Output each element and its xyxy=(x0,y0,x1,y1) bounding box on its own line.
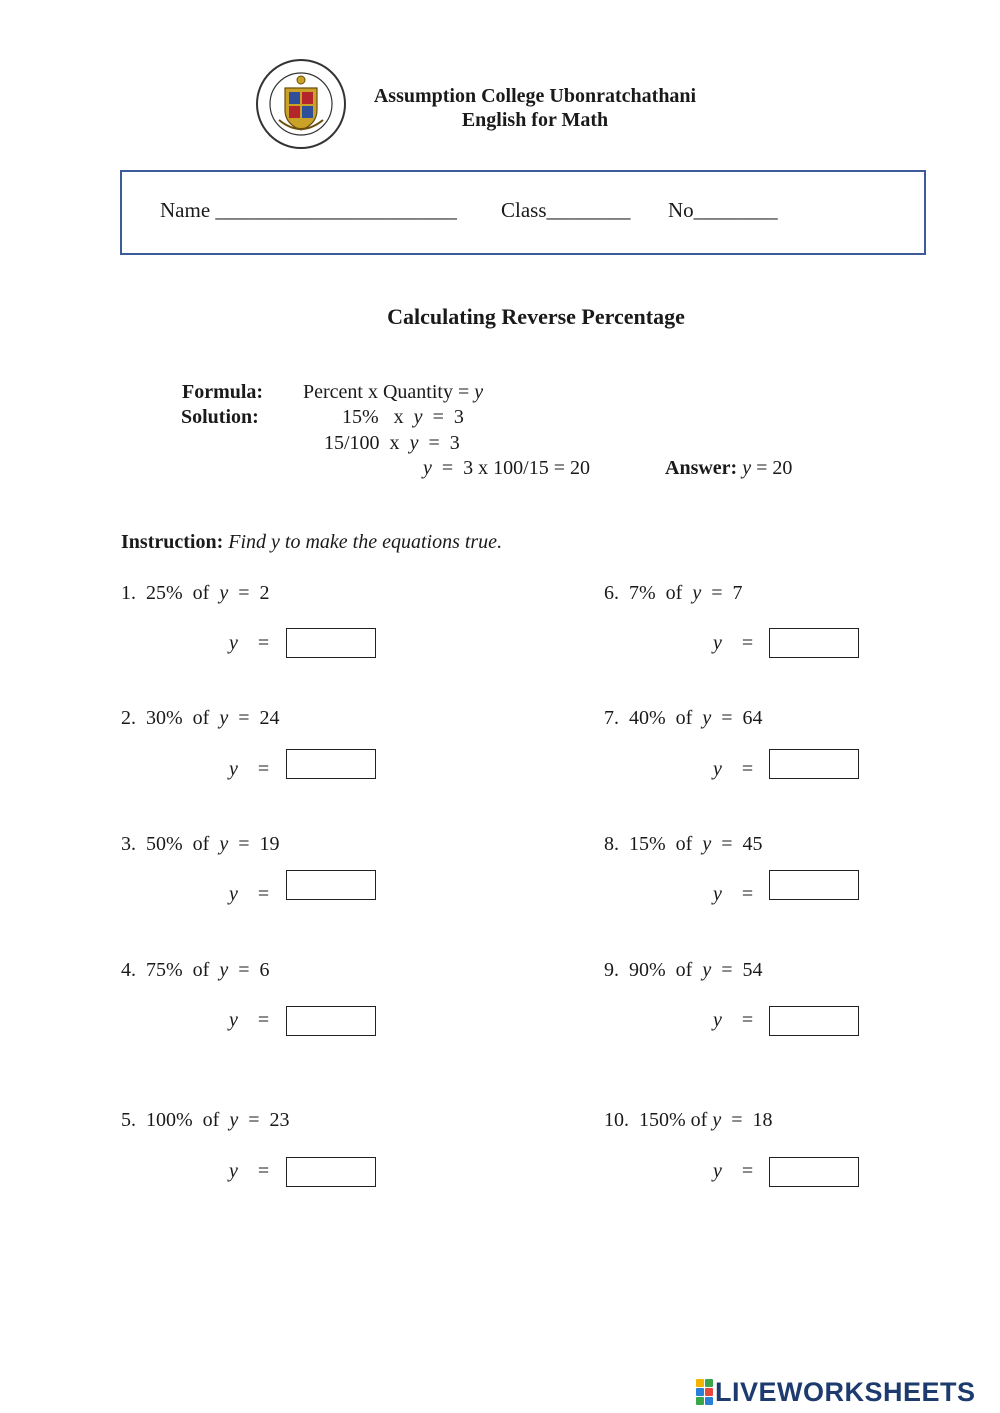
solution-label: Solution: xyxy=(181,406,259,428)
answer-input-3[interactable] xyxy=(286,870,376,900)
answer-label-10: y = xyxy=(713,1160,754,1182)
answer-input-2[interactable] xyxy=(286,749,376,779)
liveworksheets-watermark xyxy=(696,1374,976,1410)
question-2: 2. 30% of y = 24 xyxy=(121,707,280,729)
number-field[interactable]: No________ xyxy=(668,198,778,222)
answer-label-8: y = xyxy=(713,883,754,905)
example-answer: Answer: y = 20 xyxy=(665,457,793,479)
question-7: 7. 40% of y = 64 xyxy=(604,707,763,729)
answer-label-2: y = xyxy=(229,758,270,780)
question-3: 3. 50% of y = 19 xyxy=(121,833,280,855)
worksheet-title: Calculating Reverse Percentage xyxy=(387,304,685,329)
answer-label-7: y = xyxy=(713,758,754,780)
answer-input-7[interactable] xyxy=(769,749,859,779)
answer-label-3: y = xyxy=(229,883,270,905)
solution-step-3: y = 3 x 100/15 = 20 xyxy=(423,457,591,479)
question-10: 10. 150% of y = 18 xyxy=(604,1109,773,1131)
question-6: 6. 7% of y = 7 xyxy=(604,582,743,604)
liveworksheets-text: LIVEWORKSHEETS xyxy=(715,1376,976,1407)
answer-input-9[interactable] xyxy=(769,1006,859,1036)
solution-step-1: 15% x y = 3 xyxy=(342,406,464,428)
question-9: 9. 90% of y = 54 xyxy=(604,959,763,981)
answer-label-4: y = xyxy=(229,1009,270,1031)
answer-input-1[interactable] xyxy=(286,628,376,658)
class-field[interactable]: Class________ xyxy=(501,198,631,222)
answer-input-8[interactable] xyxy=(769,870,859,900)
question-8: 8. 15% of y = 45 xyxy=(604,833,763,855)
question-4: 4. 75% of y = 6 xyxy=(121,959,270,981)
question-5: 5. 100% of y = 23 xyxy=(121,1109,290,1131)
school-name: Assumption College Ubonratchathani xyxy=(373,85,697,107)
school-seal-logo xyxy=(255,58,347,150)
formula-label: Formula: xyxy=(182,381,264,403)
liveworksheets-logo-icon xyxy=(696,1379,713,1405)
school-header xyxy=(340,84,730,132)
name-field[interactable]: Name _______________________ xyxy=(160,198,457,222)
answer-input-4[interactable] xyxy=(286,1006,376,1036)
instruction: Instruction: Find y to make the equations true. xyxy=(121,531,503,553)
answer-input-5[interactable] xyxy=(286,1157,376,1187)
solution-step-2: 15/100 x y = 3 xyxy=(324,432,460,454)
question-1: 1. 25% of y = 2 xyxy=(121,582,270,604)
answer-label-1: y = xyxy=(229,632,270,654)
answer-input-6[interactable] xyxy=(769,628,859,658)
formula-text: Percent x Quantity = y xyxy=(303,381,484,403)
answer-label-9: y = xyxy=(713,1009,754,1031)
answer-label-5: y = xyxy=(229,1160,270,1182)
answer-input-10[interactable] xyxy=(769,1157,859,1187)
subject-name: English for Math xyxy=(461,109,609,131)
answer-label-6: y = xyxy=(713,632,754,654)
